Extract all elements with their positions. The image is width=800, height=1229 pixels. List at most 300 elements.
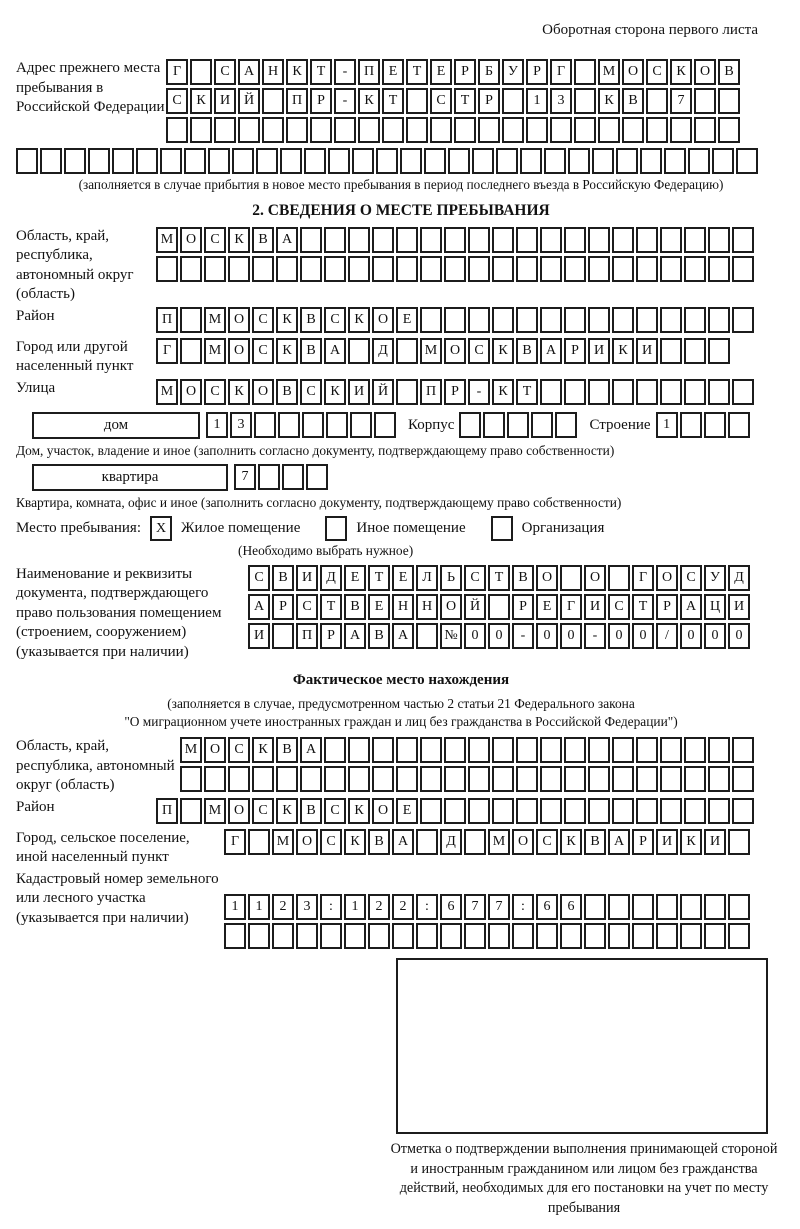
char-cell-empty[interactable] — [612, 737, 634, 763]
char-cell-empty[interactable] — [708, 798, 730, 824]
char-cell-filled[interactable]: О — [694, 59, 716, 85]
char-cell-filled[interactable]: 1 — [224, 894, 246, 920]
char-cell-empty[interactable] — [544, 148, 566, 174]
char-cell-empty[interactable] — [622, 117, 644, 143]
char-cell-filled[interactable]: В — [252, 227, 274, 253]
char-cell-empty[interactable] — [232, 148, 254, 174]
char-cell-filled[interactable]: Ц — [704, 594, 726, 620]
char-cell-filled[interactable]: П — [358, 59, 380, 85]
char-cell-empty[interactable] — [684, 307, 706, 333]
char-cell-empty[interactable] — [584, 894, 606, 920]
char-cell-filled[interactable]: Р — [454, 59, 476, 85]
char-cell-filled[interactable]: К — [276, 307, 298, 333]
char-cell-empty[interactable] — [732, 227, 754, 253]
char-cell-filled[interactable]: : — [320, 894, 342, 920]
stay-type-checkbox-0[interactable]: X — [150, 516, 172, 541]
char-cell-filled[interactable]: № — [440, 623, 462, 649]
char-cell-empty[interactable] — [588, 766, 610, 792]
char-cell-empty[interactable] — [540, 766, 562, 792]
char-cell-empty[interactable] — [372, 256, 394, 282]
char-cell-filled[interactable]: Т — [454, 88, 476, 114]
char-cell-empty[interactable] — [334, 117, 356, 143]
char-cell-filled[interactable]: О — [228, 338, 250, 364]
char-cell-empty[interactable] — [416, 829, 438, 855]
char-cell-filled[interactable]: И — [348, 379, 370, 405]
char-cell-filled[interactable]: С — [324, 798, 346, 824]
char-cell-empty[interactable] — [708, 766, 730, 792]
char-cell-filled[interactable]: С — [204, 379, 226, 405]
char-cell-empty[interactable] — [406, 117, 428, 143]
char-cell-empty[interactable] — [492, 766, 514, 792]
char-cell-filled[interactable]: К — [286, 59, 308, 85]
char-cell-empty[interactable] — [300, 256, 322, 282]
char-cell-filled[interactable]: 1 — [526, 88, 548, 114]
char-cell-filled[interactable]: 0 — [680, 623, 702, 649]
char-cell-empty[interactable] — [540, 737, 562, 763]
char-cell-filled[interactable]: 3 — [230, 412, 252, 438]
char-cell-filled[interactable]: М — [488, 829, 510, 855]
char-cell-filled[interactable]: Б — [478, 59, 500, 85]
char-cell-filled[interactable]: С — [296, 594, 318, 620]
char-cell-filled[interactable]: Е — [344, 565, 366, 591]
char-cell-empty[interactable] — [376, 148, 398, 174]
char-cell-empty[interactable] — [728, 923, 750, 949]
char-cell-filled[interactable]: Е — [392, 565, 414, 591]
char-cell-empty[interactable] — [708, 338, 730, 364]
char-cell-empty[interactable] — [468, 307, 490, 333]
char-cell-empty[interactable] — [502, 88, 524, 114]
char-cell-empty[interactable] — [516, 766, 538, 792]
char-cell-filled[interactable]: О — [204, 737, 226, 763]
char-cell-filled[interactable]: С — [464, 565, 486, 591]
char-cell-filled[interactable]: В — [584, 829, 606, 855]
char-cell-filled[interactable]: Т — [310, 59, 332, 85]
char-cell-filled[interactable]: 1 — [656, 412, 678, 438]
char-cell-empty[interactable] — [190, 59, 212, 85]
char-cell-filled[interactable]: Й — [238, 88, 260, 114]
char-cell-filled[interactable]: И — [248, 623, 270, 649]
char-cell-filled[interactable]: В — [272, 565, 294, 591]
char-cell-empty[interactable] — [406, 88, 428, 114]
char-cell-filled[interactable]: В — [718, 59, 740, 85]
char-cell-empty[interactable] — [204, 766, 226, 792]
char-cell-empty[interactable] — [160, 148, 182, 174]
char-cell-empty[interactable] — [258, 464, 280, 490]
char-cell-empty[interactable] — [540, 379, 562, 405]
char-cell-empty[interactable] — [540, 307, 562, 333]
char-cell-filled[interactable]: У — [704, 565, 726, 591]
char-cell-empty[interactable] — [252, 256, 274, 282]
char-cell-empty[interactable] — [306, 464, 328, 490]
char-cell-empty[interactable] — [324, 737, 346, 763]
char-cell-filled[interactable]: А — [248, 594, 270, 620]
char-cell-empty[interactable] — [684, 379, 706, 405]
char-cell-empty[interactable] — [694, 88, 716, 114]
char-cell-filled[interactable]: Р — [512, 594, 534, 620]
char-cell-empty[interactable] — [574, 59, 596, 85]
char-cell-filled[interactable]: - — [334, 59, 356, 85]
char-cell-empty[interactable] — [180, 798, 202, 824]
char-cell-filled[interactable]: Ь — [440, 565, 462, 591]
char-cell-empty[interactable] — [420, 256, 442, 282]
char-cell-empty[interactable] — [396, 379, 418, 405]
char-cell-empty[interactable] — [459, 412, 481, 438]
char-cell-empty[interactable] — [608, 923, 630, 949]
char-cell-empty[interactable] — [300, 766, 322, 792]
char-cell-filled[interactable]: 2 — [272, 894, 294, 920]
char-cell-filled[interactable]: К — [348, 798, 370, 824]
char-cell-filled[interactable]: 1 — [344, 894, 366, 920]
char-cell-empty[interactable] — [368, 923, 390, 949]
char-cell-empty[interactable] — [180, 766, 202, 792]
char-cell-filled[interactable]: М — [204, 307, 226, 333]
char-cell-empty[interactable] — [728, 412, 750, 438]
char-cell-empty[interactable] — [708, 737, 730, 763]
char-cell-empty[interactable] — [64, 148, 86, 174]
char-cell-filled[interactable]: В — [276, 737, 298, 763]
char-cell-filled[interactable]: Г — [632, 565, 654, 591]
char-cell-filled[interactable]: А — [680, 594, 702, 620]
char-cell-filled[interactable]: С — [536, 829, 558, 855]
char-cell-empty[interactable] — [180, 256, 202, 282]
char-cell-empty[interactable] — [636, 766, 658, 792]
char-cell-empty[interactable] — [555, 412, 577, 438]
char-cell-filled[interactable]: А — [392, 829, 414, 855]
char-cell-filled[interactable]: В — [300, 798, 322, 824]
char-cell-empty[interactable] — [732, 766, 754, 792]
char-cell-filled[interactable]: : — [512, 894, 534, 920]
char-cell-filled[interactable]: О — [512, 829, 534, 855]
char-cell-filled[interactable]: 0 — [560, 623, 582, 649]
char-cell-empty[interactable] — [684, 798, 706, 824]
char-cell-empty[interactable] — [568, 148, 590, 174]
char-cell-filled[interactable]: А — [324, 338, 346, 364]
char-cell-empty[interactable] — [660, 798, 682, 824]
char-cell-empty[interactable] — [208, 148, 230, 174]
char-cell-filled[interactable]: С — [608, 594, 630, 620]
char-cell-empty[interactable] — [507, 412, 529, 438]
char-cell-filled[interactable]: Р — [526, 59, 548, 85]
char-cell-filled[interactable]: Р — [656, 594, 678, 620]
char-cell-empty[interactable] — [640, 148, 662, 174]
char-cell-empty[interactable] — [272, 923, 294, 949]
char-cell-empty[interactable] — [502, 117, 524, 143]
char-cell-empty[interactable] — [324, 766, 346, 792]
char-cell-filled[interactable]: П — [286, 88, 308, 114]
char-cell-filled[interactable]: К — [612, 338, 634, 364]
char-cell-empty[interactable] — [704, 894, 726, 920]
char-cell-filled[interactable]: Г — [560, 594, 582, 620]
char-cell-empty[interactable] — [348, 256, 370, 282]
char-cell-empty[interactable] — [564, 307, 586, 333]
char-cell-empty[interactable] — [584, 923, 606, 949]
char-cell-empty[interactable] — [396, 338, 418, 364]
char-cell-empty[interactable] — [324, 256, 346, 282]
char-cell-empty[interactable] — [430, 117, 452, 143]
char-cell-filled[interactable]: О — [622, 59, 644, 85]
char-cell-empty[interactable] — [636, 379, 658, 405]
char-cell-empty[interactable] — [636, 737, 658, 763]
char-cell-filled[interactable]: С — [320, 829, 342, 855]
char-cell-filled[interactable]: С — [468, 338, 490, 364]
char-cell-empty[interactable] — [718, 117, 740, 143]
char-cell-empty[interactable] — [348, 338, 370, 364]
char-cell-filled[interactable]: 0 — [632, 623, 654, 649]
char-cell-empty[interactable] — [372, 766, 394, 792]
stay-type-checkbox-1[interactable] — [325, 516, 347, 541]
char-cell-empty[interactable] — [670, 117, 692, 143]
char-cell-filled[interactable]: О — [372, 307, 394, 333]
char-cell-filled[interactable]: К — [560, 829, 582, 855]
char-cell-filled[interactable]: С — [430, 88, 452, 114]
char-cell-empty[interactable] — [88, 148, 110, 174]
char-cell-empty[interactable] — [588, 307, 610, 333]
char-cell-empty[interactable] — [612, 798, 634, 824]
char-cell-empty[interactable] — [444, 737, 466, 763]
char-cell-filled[interactable]: 1 — [206, 412, 228, 438]
char-cell-empty[interactable] — [612, 766, 634, 792]
char-cell-filled[interactable]: С — [252, 798, 274, 824]
char-cell-filled[interactable]: Р — [564, 338, 586, 364]
char-cell-filled[interactable]: Р — [478, 88, 500, 114]
char-cell-filled[interactable]: С — [252, 338, 274, 364]
char-cell-filled[interactable]: 0 — [536, 623, 558, 649]
char-cell-filled[interactable]: 0 — [608, 623, 630, 649]
char-cell-filled[interactable]: С — [646, 59, 668, 85]
char-cell-empty[interactable] — [392, 923, 414, 949]
char-cell-empty[interactable] — [352, 148, 374, 174]
char-cell-empty[interactable] — [550, 117, 572, 143]
char-cell-empty[interactable] — [248, 829, 270, 855]
char-cell-empty[interactable] — [704, 412, 726, 438]
char-cell-empty[interactable] — [612, 227, 634, 253]
char-cell-filled[interactable]: Л — [416, 565, 438, 591]
char-cell-filled[interactable]: М — [272, 829, 294, 855]
char-cell-filled[interactable]: К — [348, 307, 370, 333]
char-cell-filled[interactable]: В — [512, 565, 534, 591]
char-cell-filled[interactable]: А — [608, 829, 630, 855]
char-cell-filled[interactable]: Т — [320, 594, 342, 620]
char-cell-empty[interactable] — [560, 565, 582, 591]
char-cell-filled[interactable]: 6 — [440, 894, 462, 920]
char-cell-empty[interactable] — [136, 148, 158, 174]
char-cell-filled[interactable]: С — [248, 565, 270, 591]
char-cell-filled[interactable]: 7 — [488, 894, 510, 920]
char-cell-filled[interactable]: И — [588, 338, 610, 364]
char-cell-empty[interactable] — [512, 923, 534, 949]
char-cell-empty[interactable] — [688, 148, 710, 174]
char-cell-filled[interactable]: М — [180, 737, 202, 763]
char-cell-empty[interactable] — [256, 148, 278, 174]
char-cell-empty[interactable] — [180, 307, 202, 333]
char-cell-filled[interactable]: К — [358, 88, 380, 114]
char-cell-filled[interactable]: В — [516, 338, 538, 364]
char-cell-filled[interactable]: О — [536, 565, 558, 591]
char-cell-empty[interactable] — [564, 737, 586, 763]
char-cell-empty[interactable] — [324, 227, 346, 253]
char-cell-empty[interactable] — [372, 227, 394, 253]
char-cell-empty[interactable] — [228, 766, 250, 792]
char-cell-filled[interactable]: Т — [516, 379, 538, 405]
char-cell-empty[interactable] — [468, 737, 490, 763]
char-cell-empty[interactable] — [684, 256, 706, 282]
char-cell-filled[interactable]: В — [368, 829, 390, 855]
char-cell-empty[interactable] — [492, 227, 514, 253]
char-cell-empty[interactable] — [680, 412, 702, 438]
char-cell-empty[interactable] — [300, 227, 322, 253]
char-cell-empty[interactable] — [708, 307, 730, 333]
char-cell-empty[interactable] — [248, 923, 270, 949]
char-cell-empty[interactable] — [454, 117, 476, 143]
char-cell-empty[interactable] — [272, 623, 294, 649]
char-cell-filled[interactable]: К — [492, 338, 514, 364]
char-cell-filled[interactable]: С — [680, 565, 702, 591]
char-cell-empty[interactable] — [684, 766, 706, 792]
char-cell-empty[interactable] — [492, 256, 514, 282]
char-cell-filled[interactable]: / — [656, 623, 678, 649]
char-cell-empty[interactable] — [400, 148, 422, 174]
char-cell-filled[interactable]: Д — [372, 338, 394, 364]
char-cell-empty[interactable] — [444, 256, 466, 282]
char-cell-filled[interactable]: 2 — [368, 894, 390, 920]
char-cell-empty[interactable] — [536, 923, 558, 949]
char-cell-filled[interactable]: К — [324, 379, 346, 405]
char-cell-filled[interactable]: 0 — [728, 623, 750, 649]
char-cell-empty[interactable] — [718, 88, 740, 114]
char-cell-filled[interactable]: О — [228, 307, 250, 333]
char-cell-filled[interactable]: П — [420, 379, 442, 405]
char-cell-empty[interactable] — [492, 737, 514, 763]
char-cell-empty[interactable] — [280, 148, 302, 174]
char-cell-empty[interactable] — [396, 256, 418, 282]
stay-type-checkbox-2[interactable] — [491, 516, 513, 541]
char-cell-empty[interactable] — [636, 798, 658, 824]
char-cell-empty[interactable] — [276, 766, 298, 792]
char-cell-filled[interactable]: К — [492, 379, 514, 405]
char-cell-empty[interactable] — [420, 798, 442, 824]
char-cell-empty[interactable] — [180, 338, 202, 364]
char-cell-empty[interactable] — [464, 923, 486, 949]
char-cell-filled[interactable]: О — [440, 594, 462, 620]
char-cell-empty[interactable] — [252, 766, 274, 792]
char-cell-empty[interactable] — [440, 923, 462, 949]
char-cell-empty[interactable] — [468, 766, 490, 792]
char-cell-empty[interactable] — [396, 227, 418, 253]
char-cell-empty[interactable] — [608, 565, 630, 591]
char-cell-filled[interactable]: Г — [166, 59, 188, 85]
char-cell-filled[interactable]: Т — [488, 565, 510, 591]
char-cell-filled[interactable]: 6 — [560, 894, 582, 920]
char-cell-filled[interactable]: 3 — [550, 88, 572, 114]
char-cell-filled[interactable]: Е — [430, 59, 452, 85]
char-cell-empty[interactable] — [646, 117, 668, 143]
char-cell-filled[interactable]: К — [680, 829, 702, 855]
char-cell-empty[interactable] — [612, 379, 634, 405]
char-cell-empty[interactable] — [708, 379, 730, 405]
char-cell-filled[interactable]: У — [502, 59, 524, 85]
char-cell-filled[interactable]: Н — [262, 59, 284, 85]
char-cell-filled[interactable]: 0 — [488, 623, 510, 649]
char-cell-empty[interactable] — [112, 148, 134, 174]
char-cell-empty[interactable] — [420, 307, 442, 333]
char-cell-empty[interactable] — [254, 412, 276, 438]
char-cell-filled[interactable]: Й — [464, 594, 486, 620]
char-cell-empty[interactable] — [472, 148, 494, 174]
char-cell-empty[interactable] — [464, 829, 486, 855]
char-cell-filled[interactable]: О — [584, 565, 606, 591]
char-cell-empty[interactable] — [282, 464, 304, 490]
char-cell-filled[interactable]: М — [156, 227, 178, 253]
char-cell-filled[interactable]: И — [704, 829, 726, 855]
char-cell-empty[interactable] — [396, 737, 418, 763]
char-cell-filled[interactable]: 7 — [234, 464, 256, 490]
char-cell-filled[interactable]: 1 — [248, 894, 270, 920]
char-cell-filled[interactable]: Т — [406, 59, 428, 85]
char-cell-filled[interactable]: В — [300, 307, 322, 333]
char-cell-empty[interactable] — [694, 117, 716, 143]
char-cell-filled[interactable]: К — [344, 829, 366, 855]
char-cell-empty[interactable] — [736, 148, 758, 174]
char-cell-empty[interactable] — [326, 412, 348, 438]
char-cell-filled[interactable]: С — [228, 737, 250, 763]
char-cell-empty[interactable] — [564, 766, 586, 792]
char-cell-empty[interactable] — [496, 148, 518, 174]
char-cell-empty[interactable] — [560, 923, 582, 949]
char-cell-empty[interactable] — [680, 923, 702, 949]
char-cell-empty[interactable] — [704, 923, 726, 949]
char-cell-empty[interactable] — [320, 923, 342, 949]
char-cell-filled[interactable]: Т — [632, 594, 654, 620]
char-cell-filled[interactable]: Г — [156, 338, 178, 364]
char-cell-filled[interactable]: М — [204, 338, 226, 364]
char-cell-empty[interactable] — [636, 256, 658, 282]
char-cell-empty[interactable] — [40, 148, 62, 174]
char-cell-empty[interactable] — [488, 594, 510, 620]
char-cell-empty[interactable] — [660, 737, 682, 763]
char-cell-empty[interactable] — [492, 798, 514, 824]
char-cell-empty[interactable] — [732, 256, 754, 282]
char-cell-filled[interactable]: О — [180, 227, 202, 253]
char-cell-empty[interactable] — [302, 412, 324, 438]
char-cell-filled[interactable]: Н — [416, 594, 438, 620]
char-cell-filled[interactable]: Е — [396, 798, 418, 824]
char-cell-empty[interactable] — [708, 256, 730, 282]
char-cell-filled[interactable]: И — [728, 594, 750, 620]
char-cell-empty[interactable] — [564, 256, 586, 282]
char-cell-filled[interactable]: В — [300, 338, 322, 364]
char-cell-empty[interactable] — [660, 766, 682, 792]
char-cell-empty[interactable] — [276, 256, 298, 282]
char-cell-empty[interactable] — [190, 117, 212, 143]
char-cell-filled[interactable]: В — [344, 594, 366, 620]
char-cell-empty[interactable] — [632, 923, 654, 949]
char-cell-filled[interactable]: Р — [632, 829, 654, 855]
char-cell-empty[interactable] — [588, 227, 610, 253]
char-cell-filled[interactable]: К — [276, 798, 298, 824]
char-cell-empty[interactable] — [660, 307, 682, 333]
char-cell-filled[interactable]: М — [420, 338, 442, 364]
char-cell-filled[interactable]: - — [468, 379, 490, 405]
char-cell-filled[interactable]: М — [204, 798, 226, 824]
char-cell-filled[interactable]: 6 — [536, 894, 558, 920]
char-cell-empty[interactable] — [184, 148, 206, 174]
char-cell-filled[interactable]: А — [344, 623, 366, 649]
char-cell-empty[interactable] — [540, 256, 562, 282]
char-cell-filled[interactable]: Т — [368, 565, 390, 591]
char-cell-filled[interactable]: И — [214, 88, 236, 114]
char-cell-empty[interactable] — [732, 307, 754, 333]
char-cell-filled[interactable]: Д — [440, 829, 462, 855]
